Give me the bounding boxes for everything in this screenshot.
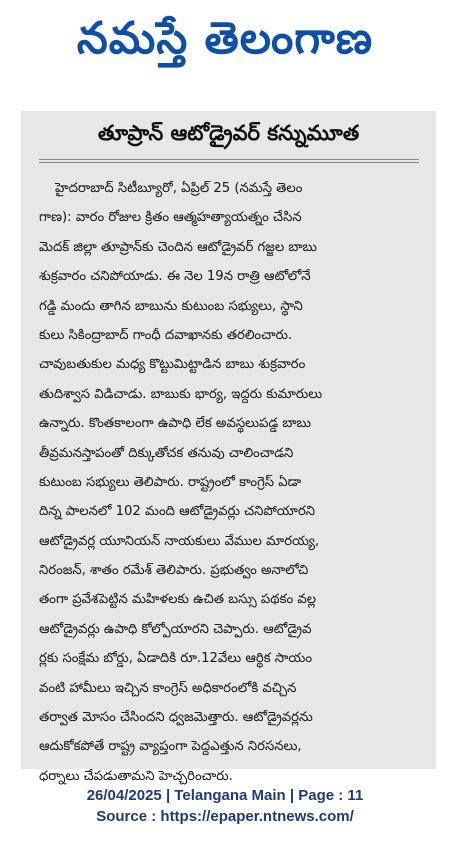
article-line: ఆటోడ్రైవర్లు ఉపాధి కోల్పోయారని చెప్పారు. ఆటోడ్రైవ <box>39 621 312 637</box>
source-link[interactable]: Source : https://epaper.ntnews.com/ <box>96 808 354 825</box>
article-line: ఆటోడ్రైవర్ల యూనియన్ నాయకులు వేముల మారయ్య, <box>39 533 320 549</box>
article-line: హైదరాబాద్ సిటీబ్యూరో, ఏప్రిల్ 25 (నమస్తే తెలం <box>55 181 303 196</box>
article-line: మెదక్ జిల్లా తూప్రాన్‌కు చెందిన ఆటోడ్రైవర్ గజ్జల బాబు <box>39 239 317 255</box>
article-line: ర్లకు సంక్షేమ బోర్డు, ఏడాదికి రూ.12వేలు ఆర్థిక సాయం <box>39 651 313 667</box>
article-line: వంటి హామీలు ఇచ్చిన కాంగ్రెస్ అధికారంలోకి వచ్చిన <box>39 680 297 696</box>
article-line: ఉన్నారు. కొంతకాలంగా ఉపాధి లేక అవస్థలుపడ్డ బాబు <box>39 416 311 432</box>
article-headline: తూప్రాన్ ఆటోడ్రైవర్ కన్నుమూత <box>97 121 360 145</box>
edition-info: 26/04/2025 | Telangana Main | Page : 11 <box>86 787 364 804</box>
article-line: తుదిశ్వాస విడిచాడు. బాబుకు భార్య, ఇద్దరు కుమారులు <box>39 386 323 402</box>
article-line: తీవ్రమనస్తాపంతో దిక్కుతోచక తనువు చాలించాడని <box>39 445 294 461</box>
article-line: నిరంజన్, శాతం రమేశ్ తెలిపారు. ప్రభుత్వం అనాలోచి <box>39 563 309 579</box>
headline-divider <box>39 159 419 160</box>
article-line: కుటుంబ సభ్యులు తెలిపారు. రాష్ట్రంలో కాంగ్రెస్ ఏడా <box>39 474 302 490</box>
article-line: ధర్నాలు చేపడుతామని హెచ్చరించారు. <box>39 768 233 784</box>
article-line: తర్వాత మోసం చేసిందని ధ్వజమెత్తారు. ఆటోడ్రైవర్లను <box>39 710 313 726</box>
article-line: ఆదుకోకపోతే రాష్ట్ర వ్యాప్తంగా పెద్దఎత్తున నిరసనలు, <box>39 739 302 755</box>
article-line: చావుబతుకుల మధ్య కొట్టుమిట్టాడిన బాబు శుక్రవారం <box>39 357 306 373</box>
article-clipping <box>21 111 436 784</box>
headline-divider-2 <box>39 162 419 163</box>
article-line: గడ్డి మందు తాగిన బాబును కుటుంబ సభ్యులు, స్థాని <box>39 298 303 314</box>
article-line: శుక్రవారం చనిపోయాడు. ఈ నెల 19న రాత్రి ఆటోలోనే <box>39 269 311 285</box>
newspaper-masthead <box>0 0 450 88</box>
article-body <box>39 174 423 791</box>
article-line: తంగా ప్రవేశపెట్టిన మహిళలకు ఉచిత బస్సు పథకం వల్ల <box>39 592 317 608</box>
article-line: కులు సికింద్రాబాద్ గాంధీ దవాఖానకు తరలించారు. <box>39 327 293 343</box>
masthead-title: నమస్తే తెలంగాణ <box>76 13 374 64</box>
article-line: దిన్న పాలనలో 102 మంది ఆటోడ్రైవర్లు చనిపోయారని <box>39 504 316 520</box>
article-line: గాణ): వారం రోజుల క్రితం ఆత్మహత్యాయత్నం చేసిన <box>39 210 302 226</box>
